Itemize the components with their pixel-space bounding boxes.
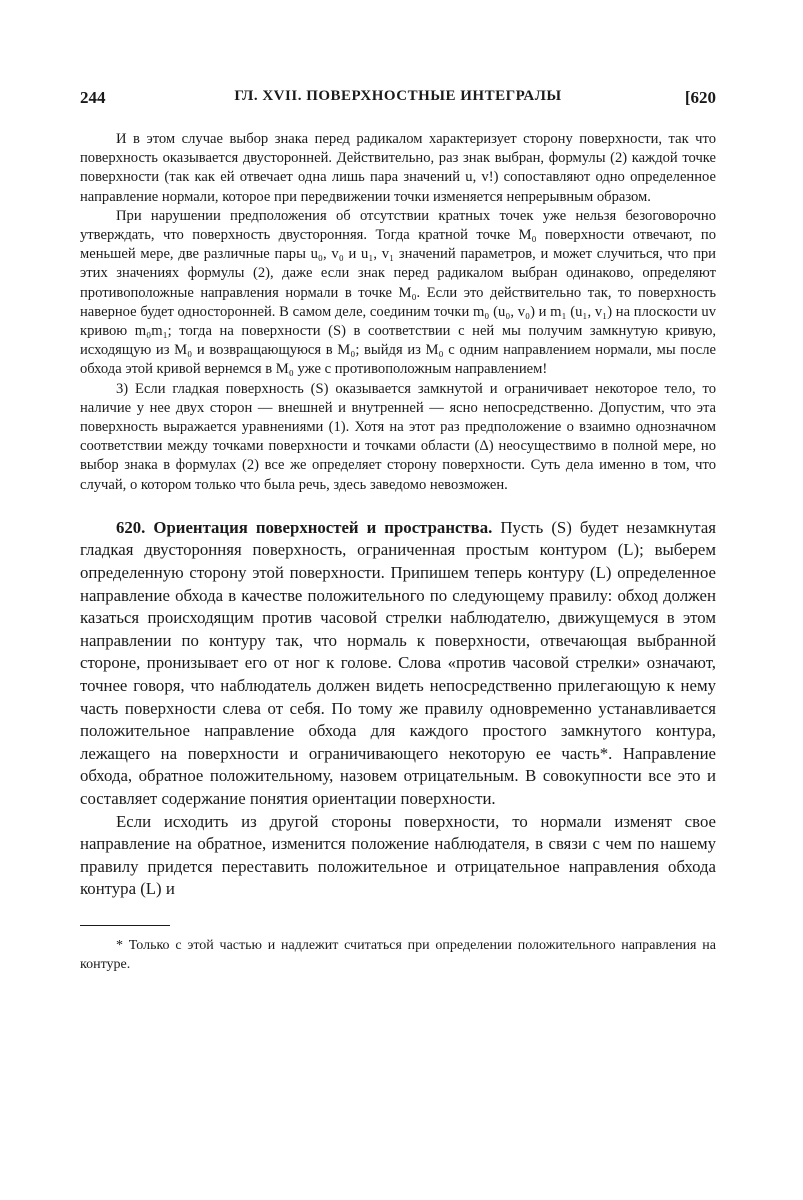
section-620 — [80, 517, 716, 901]
paragraph-multiple-points: При нарушении предположения об отсутствии кратных точек уже нельзя безоговорочно утверждать, что поверхность двусторонняя. Тогда кратной точке M₀ поверхности отвечают, по меньшей мере, две различные пары u₀, v₀ и u₁, v₁ значений параметров, и может случиться, что при этих значениях формулы (2), даже если знак перед радикалом выбран одинаково, определяют противоположные направления нормали в точке M₀. Если это действительно так, то поверхность наверное будет односторонней. В самом деле, соединим точки m₀ (u₀, v₀) и m₁ (u₁, v₁) на плоскости uv кривою m₀m₁; тогда на поверхности (S) в соответствии с ней мы получим замкнутую кривую, исходящую из M₀ и возвращающуюся в M₀; выйдя из M₀ с одним направлением нормали, мы после обхода этой кривой вернемся в M₀ уже с противоположным направлением! — [80, 207, 716, 378]
paragraph-closed-surface: 3) Если гладкая поверхность (S) оказывается замкнутой и ограничивает некоторое тело, то наличие у нее двух сторон — внешней и внутренней — ясно непосредственно. Допустим, что эта поверхность выражается уравнениями (1). Хотя на этот раз предположение о взаимно однозначном соответствии между точками поверхности и точками области (Δ) неосуществимо в полной мере, но выбор знака в формулах (2) все же определяет сторону поверхности. Суть дела именно в том, что случай, о котором только что была речь, здесь заведомо невозможен. — [80, 380, 716, 493]
paragraph-sign-choice: И в этом случае выбор знака перед радикалом характеризует сторону поверхности, так что поверхность оказывается двусторонней. Действительно, раз знак выбран, формулы (2) каждой точке поверхности (так как ей отвечает одна лишь пара значений u, v!) сопоставляют одно определенное направление нормали, которое при передвижении точки изменяется непрерывным образом. — [80, 131, 716, 205]
running-header — [80, 88, 716, 118]
section-marker: [620 — [684, 88, 716, 107]
footnote: * Только с этой частью и надлежит считаться при определении положительного направления на контуре. — [80, 937, 716, 972]
chapter-title: ГЛ. XVII. ПОВЕРХНОСТНЫЕ ИНТЕГРАЛЫ — [234, 88, 562, 104]
footnote-rule — [80, 925, 170, 926]
section-second-paragraph: Если исходить из другой стороны поверхности, то нормали изменят свое направление на обратное, изменится положение наблюдателя, в связи с чем по нашему правилу придется переставить положительное и отрицательное направления обхода контура (L) и — [80, 811, 716, 899]
section-heading: 620. Ориентация поверхностей и пространства. — [116, 517, 493, 537]
section-first-paragraph — [80, 517, 716, 811]
section-first-paragraph-text: Пусть (S) будет незамкнутая гладкая двусторонняя поверхность, ограниченная простым контуром (L); выберем определенную сторону этой поверхности. Припишем теперь контуру (L) определенное направление обхода в качестве положительного по следующему правилу: обход должен казаться происходящим против часовой стрелки наблюдателю, движущемуся в этом направлении по контуру так, что нормаль к поверхности, отвечающая выбранной стороне, пронизывает его от ног к голове. Слова «против часовой стрелки» означают, точнее говоря, что наблюдатель должен видеть непосредственно прилегающую к нему часть поверхности слева от себя. По тому же правилу одновременно устанавливается положительное направление обхода для каждого простого замкнутого контура, лежащего на поверхности и ограничивающего некоторую ее часть*. Направление обхода, обратное положительному, назовем отрицательным. В совокупности все это и составляет содержание понятия ориентации поверхности. — [80, 517, 716, 808]
small-print-block — [80, 130, 716, 495]
page-number: 244 — [80, 88, 106, 107]
book-page — [80, 88, 716, 974]
